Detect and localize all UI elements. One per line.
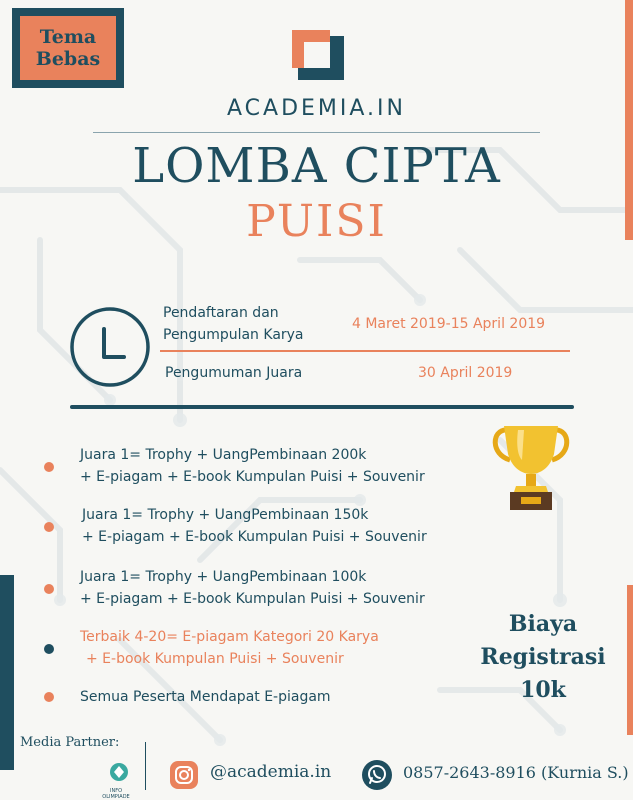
trophy-icon — [488, 420, 574, 516]
theme-badge-line1: Tema — [39, 26, 97, 48]
brand-divider — [93, 132, 540, 133]
clock-icon — [68, 305, 152, 389]
title-line2: PUISI — [246, 196, 387, 247]
fee-line1: Biaya — [508, 611, 578, 637]
title-line1: LOMBA CIPTA — [132, 138, 501, 194]
prize-item — [0, 626, 480, 674]
prize-line2: + E-book Kumpulan Puisi + Souvenir — [86, 651, 344, 667]
fee-line3: 10k — [520, 677, 566, 703]
instagram-handle[interactable]: @academia.in — [210, 762, 332, 782]
accent-bar-bottom-right — [627, 585, 633, 735]
prize-line1: Terbaik 4-20= E-piagam Kategori 20 Karya — [80, 629, 379, 645]
partner-logo-text: INFO OLIMPIADE — [102, 788, 130, 800]
prize-line1: Semua Peserta Mendapat E-piagam — [80, 689, 331, 705]
partner-divider — [145, 742, 146, 790]
announcement-date: 30 April 2019 — [418, 365, 513, 381]
prize-line1: Juara 1= Trophy + UangPembinaan 150k — [82, 507, 369, 523]
media-partner-label: Media Partner: — [20, 735, 120, 750]
prize-line2: + E-piagam + E-book Kumpulan Puisi + Souvenir — [80, 469, 425, 485]
brand-name: ACADEMIA.IN — [227, 96, 406, 121]
prize-line1: Juara 1= Trophy + UangPembinaan 200k — [80, 447, 367, 463]
prize-line2: + E-piagam + E-book Kumpulan Puisi + Souvenir — [82, 529, 427, 545]
partner-logo-icon — [104, 758, 134, 788]
whatsapp-icon — [362, 760, 392, 790]
fee-line2: Registrasi — [480, 644, 606, 670]
announcement-label: Pengumuman Juara — [165, 365, 303, 381]
theme-badge-line2: Bebas — [35, 48, 101, 70]
registration-label — [163, 302, 343, 346]
theme-badge — [12, 8, 124, 88]
bullet-dot — [44, 644, 54, 654]
section-divider — [70, 405, 574, 409]
academia-logo-icon — [290, 28, 346, 84]
registration-dates: 4 Maret 2019-15 April 2019 — [352, 316, 546, 332]
schedule-divider — [160, 350, 570, 352]
prize-item — [0, 566, 480, 614]
prize-line2: + E-piagam + E-book Kumpulan Puisi + Souvenir — [80, 591, 425, 607]
whatsapp-phone[interactable]: 0857-2643-8916 (Kurnia S.) — [403, 763, 629, 782]
registration-label-line1: Pendaftaran dan — [163, 305, 279, 321]
bullet-dot — [44, 584, 54, 594]
bullet-dot — [44, 522, 54, 532]
prize-item — [0, 444, 480, 492]
prize-item — [0, 504, 480, 552]
registration-label-line2: Pengumpulan Karya — [163, 327, 304, 343]
instagram-icon — [170, 761, 198, 789]
bullet-dot — [44, 462, 54, 472]
bullet-dot — [44, 692, 54, 702]
prize-item — [0, 686, 480, 734]
registration-fee — [468, 608, 618, 707]
prize-line1: Juara 1= Trophy + UangPembinaan 100k — [80, 569, 367, 585]
